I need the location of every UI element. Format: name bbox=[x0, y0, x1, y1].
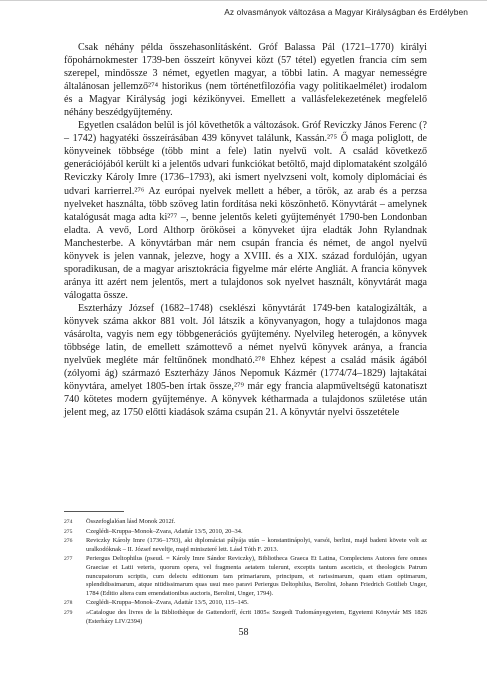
footnote-text: Periergus Deltophilus (pseud. = Károly Imre Sándor Reviczky), Bibliotheca Graeca Et Latina, Complectens Autores fere omnes Graeciae et Latii veteris, quorum opera, vel fragmenta aetatem tulerunt, exceptis tantum asceticis, et theologicis Patrum nuncupatorum scriptis, cum delectu editionum tam primariarum, principum, et rarissimarum, quam etiam optimarum, splendidissimarum, atque nitidissimarum quas usui meo paravi Periergus Deltophilus, Berolini, Johann Friedrich Gottlieb Unger, 1784 (Editio altera cum emendationibus auctoris, Berolini, Unger, 1794). bbox=[86, 555, 427, 597]
running-header bbox=[0, 0, 487, 22]
footnote-275 bbox=[64, 528, 427, 537]
running-title: Az olvasmányok változása a Magyar Királyságban és Erdélyben bbox=[224, 7, 468, 17]
footnote-278 bbox=[64, 599, 427, 608]
footnote-277 bbox=[64, 555, 427, 598]
header-rule bbox=[0, 0, 487, 1]
paragraph-2: Egyetlen családon belül is jól követhetők a változások. Gróf Reviczky János Ferenc (? – 1742) hagyatéki összeírásában 439 könyvet találunk, Kassán.²⁷⁵ Ő maga poliglott, de könyveinek többsége (több mint a fele) latin nyelvű volt. A család következő generációjából került ki a jelentős udvari funkciókat betöltő, majd diplomataként szolgáló Reviczky Károly Imre (1736–1793), aki ismert nyelvzseni volt, komoly diplomáciai és udvari karrierrel.²⁷⁶ Az európai nyelvek mellett a héber, a török, az arab és a perzsa nyelveket használta, több szöveg latin fordítása neki köszönhető. Könyvtárát – amelynek katalógusát maga adta ki²⁷⁷ –, benne jelentős keleti gyűjteményét 1790-ben Londonban eladta. A vevő, Lord Althorp örökösei a könyveket újra eladták John Rylandnak Manchesterbe. A könyvtárban már nem csupán francia és német, de angol nyelvű könyvek is jelen vannak, jelezve, hogy a XVIII. és a XIX. század fordulóján, ugyan sporadikusan, de a magyar arisztokrácia figyelme már elérte Angliát. A francia könyvek aránya itt azért nem jelentős, mert a tulajdonos sok nyelvet használt, könyvtárát maga válogatta össze. bbox=[64, 120, 427, 301]
paragraph-3: Eszterházy József (1682–1748) cseklészi könyvtárát 1749-ben katalogizálták, a könyvek száma akkor 881 volt. Jól látszik a könyvanyagon, hogy a tulajdonos maga vásárolta, vagyis nem egy többgenerációs gyűjtemény. Nyelvileg heterogén, a könyvek többsége latin, de emellett számottevő a német nyelvű könyvek aránya, a francia nyelvűek megléte már feltűnőnek mondható.²⁷⁸ Ehhez képest a család másik ágából (zólyomi ág) származó Eszterházy János Nepomuk Kázmér (1774/74–1829) lajtakátai könyvtára, amelyet 1805-ben írtak össze,²⁷⁹ már egy francia alapműveltségű katonatiszt 740 kötetes modern gyűjteménye. A könyvek kétharmada a tulajdonos születése után jelent meg, az 1750 előtti kiadások száma csupán 21. A könyvtár nyelvi összetétele bbox=[64, 302, 427, 419]
main-body-text bbox=[64, 41, 427, 419]
footnote-number: 279 bbox=[64, 609, 73, 616]
footnote-276 bbox=[64, 537, 427, 554]
footnote-number: 276 bbox=[64, 538, 73, 545]
footnote-text: »Catalogue des livres de la Bibliothèque de Gattendorff, écrit 1805« Szegedi Tudományegyetem, Egyetemi Könyvtár MS 1826 (Esterházy LIV/2394) bbox=[86, 608, 427, 625]
footnote-number: 274 bbox=[64, 519, 73, 525]
footnote-number: 277 bbox=[64, 556, 73, 563]
footnote-279 bbox=[64, 609, 427, 626]
footnote-number: 275 bbox=[64, 528, 73, 535]
footnote-text: Czeglédi–Kruppa–Monok–Zvara, Adattár 13/5, 2010, 115–145. bbox=[86, 599, 249, 607]
footnote-274 bbox=[64, 518, 427, 527]
paragraph-1: Csak néhány példa összehasonlításként. Gróf Balassa Pál (1721–1770) királyi főpohárnokmester 1739-ben összeírt könyvei közt (57 tétel) egyetlen francia cím sem szerepel, mindössze 3 német, egyetlen magyar, a többi latin. A magyar nemességre általánosan jellemző²⁷⁴ historikus (nem történetfilozófia vagy politikaelmélet) irodalom és a Magyar Királyság jogi kézikönyvei. Emellett a vallásfelekezetének megfelelő néhány beszédgyűjtemény. bbox=[64, 42, 427, 119]
footnote-separator bbox=[64, 511, 124, 512]
footnote-number: 278 bbox=[64, 600, 73, 607]
footnote-text: Czeglédi–Kruppa–Monok–Zvara, Adattár 13/5, 2010, 20–34. bbox=[86, 527, 243, 535]
footnotes bbox=[64, 518, 427, 627]
footnote-text: Reviczky Károly Imre (1736–1793), aki diplomáciai pályája után – konstantinápolyi, varsói, berlini, majd badeni követe volt az uralkodóknak – II. József neveltje, majd miniszteré lett. Lásd Tóth F. 2013. bbox=[86, 537, 427, 553]
footnote-text: Összefoglalóan lásd Monok 2012f. bbox=[86, 518, 176, 525]
page-number: 58 bbox=[238, 627, 249, 638]
